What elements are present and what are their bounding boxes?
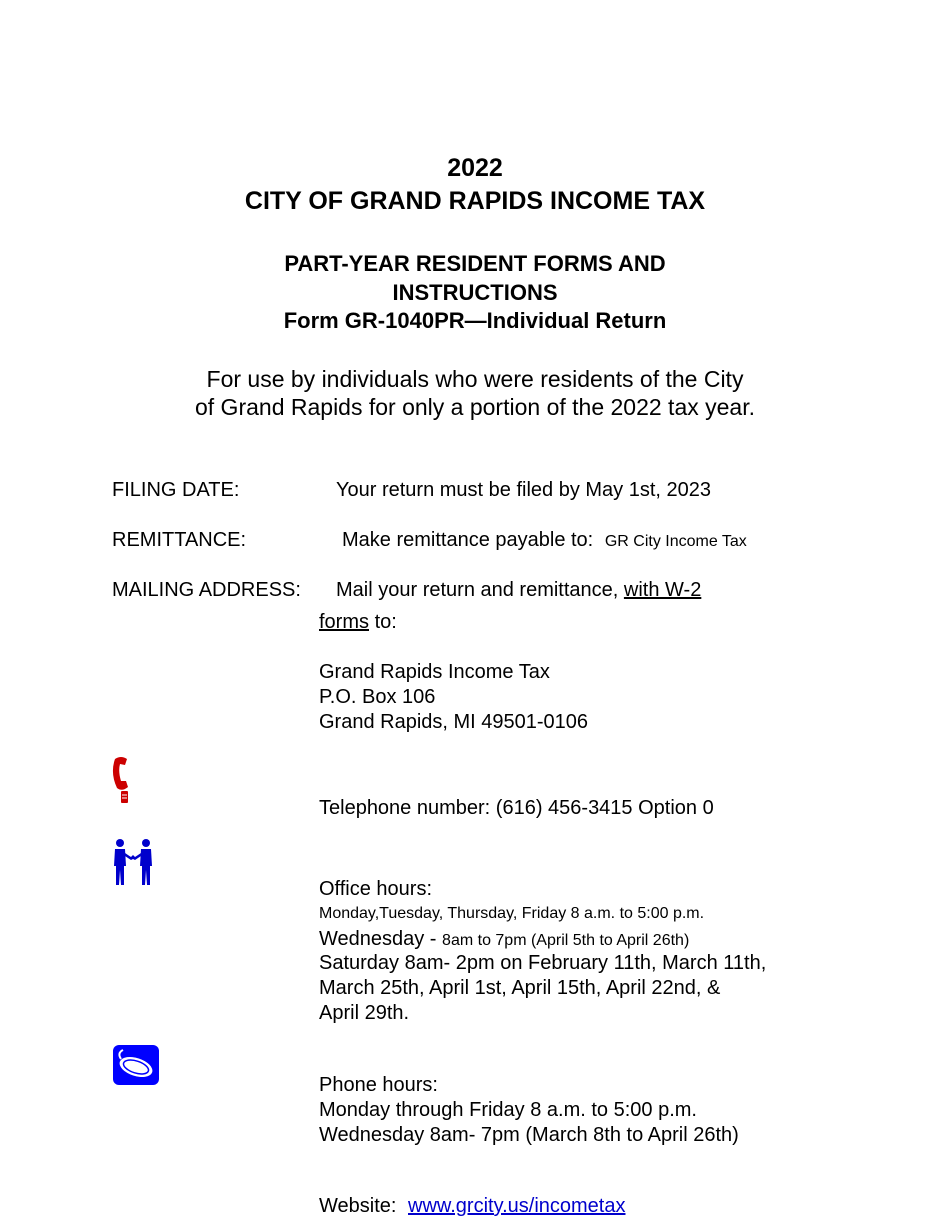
office-hours-line-3: Saturday 8am- 2pm on February 11th, March 11th,	[319, 952, 767, 974]
address-line-2: P.O. Box 106	[319, 686, 436, 708]
phone-hours-line-1: Monday through Friday 8 a.m. to 5:00 p.m.	[319, 1099, 697, 1121]
subtitle-line-1: PART-YEAR RESIDENT FORMS AND	[284, 251, 666, 276]
filing-date-value: Your return must be filed by May 1st, 2023	[336, 479, 712, 501]
phone-hours-heading: Phone hours:	[319, 1074, 438, 1096]
tax-year-heading: 2022	[447, 154, 503, 182]
subtitle-line-2: INSTRUCTIONS	[392, 280, 558, 305]
address-line-1: Grand Rapids Income Tax	[319, 661, 550, 683]
intro-line-2: of Grand Rapids for only a portion of the 2022 tax year.	[194, 394, 755, 420]
mailing-underlined-forms: forms	[319, 611, 369, 633]
filing-date-label: FILING DATE:	[112, 479, 240, 501]
people-meeting-icon	[112, 838, 154, 891]
website-link[interactable]: www.grcity.us/incometax	[408, 1195, 626, 1217]
website-label: Website:	[319, 1195, 397, 1217]
office-hours-line-4: March 25th, April 1st, April 15th, April 22nd, &	[319, 977, 721, 999]
form-title: Form GR-1040PR—Individual Return	[283, 308, 667, 333]
telephone-icon	[111, 755, 141, 812]
office-hours-line-1: Monday,Tuesday, Thursday, Friday 8 a.m. to 5:00 p.m.	[319, 905, 705, 922]
remittance-row	[342, 528, 747, 554]
telephone-number: Telephone number: (616) 456-3415 Option 0	[319, 797, 714, 819]
remittance-payee: GR City Income Tax	[604, 533, 747, 550]
mailing-address-label: MAILING ADDRESS:	[112, 579, 301, 601]
mailing-instructions-line-2	[319, 610, 397, 634]
office-hours-heading: Office hours:	[319, 878, 433, 900]
phone-hours-line-2: Wednesday 8am- 7pm (March 8th to April 26th)	[319, 1124, 739, 1146]
remittance-label: REMITTANCE:	[112, 529, 247, 551]
intro-line-1: For use by individuals who were residents of the City	[206, 366, 744, 392]
office-hours-line-2	[319, 927, 689, 953]
mailing-instructions-line-1	[336, 578, 701, 602]
office-hours-wednesday-hours: 8am to 7pm (April 5th to April 26th)	[442, 932, 690, 949]
address-line-3: Grand Rapids, MI 49501-0106	[319, 711, 589, 733]
remittance-text: Make remittance payable to:	[342, 529, 594, 551]
mailing-text-part1: Mail your return and remittance,	[336, 579, 619, 601]
office-hours-line-5: April 29th.	[319, 1002, 410, 1024]
page-title: CITY OF GRAND RAPIDS INCOME TAX	[244, 187, 706, 215]
website-row	[319, 1194, 626, 1218]
mailing-text-part2: to:	[374, 611, 397, 633]
office-hours-wednesday: Wednesday -	[319, 928, 437, 950]
mailing-underlined-w2: with W-2	[623, 579, 702, 601]
mouse-icon	[113, 1045, 159, 1090]
